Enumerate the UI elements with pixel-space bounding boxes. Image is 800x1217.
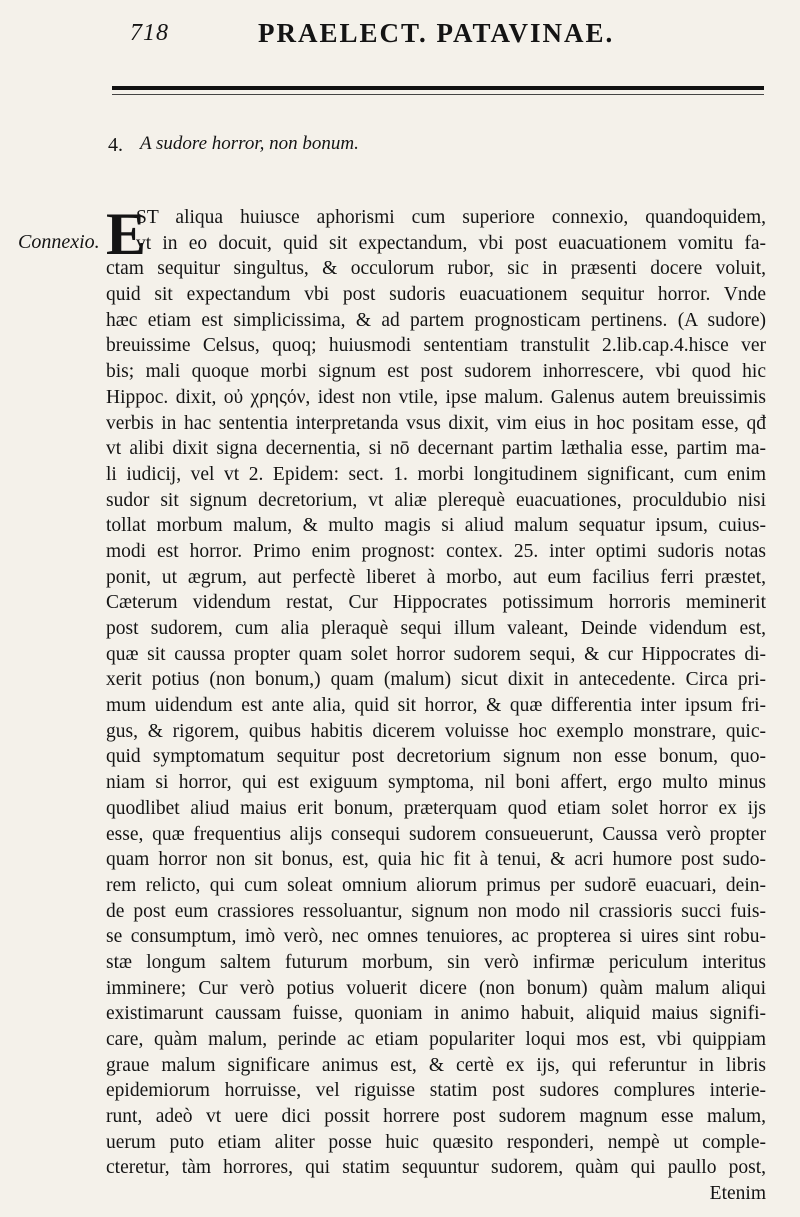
text-line: mum uidendum est ante alia, quid sit horror, & quæ differentia inter ipsum fri- — [106, 695, 766, 717]
margin-note: Connexio. — [18, 231, 100, 253]
text-line: quid symptomatum sequitur post decretorium signum non esse bonum, quo- — [106, 746, 766, 768]
page-header — [0, 18, 800, 58]
text-line: stæ longum saltem futurum morbum, sin verò infirmæ periculum interitus — [106, 951, 766, 973]
text-line: breuissime Celsus, quoq; huiusmodi sententiam transtulit 2.lib.cap.4.hisce ver — [106, 335, 766, 357]
text-line: existimarunt caussam fuisse, quoniam in animo habuit, aliquid maius signifi- — [106, 1003, 766, 1025]
text-line: ponit, ut ægrum, aut perfectè liberet à morbo, aut eum facilius ferri præstet, — [106, 566, 766, 588]
text-line: Etenim — [709, 1183, 766, 1205]
aphorism-title: A sudore horror, non bonum. — [140, 133, 359, 154]
page-number: 718 — [130, 20, 169, 46]
text-line: ctam sequitur singultus, & occulorum rubor, sic in præsenti docere voluit, — [106, 258, 766, 280]
text-line: epidemiorum horruisse, vel riguisse statim post sudores complures interie- — [106, 1080, 766, 1102]
text-line: graue malum significare animus est, & certè ex ijs, qui referuntur in libris — [106, 1054, 766, 1076]
text-line: modi est horror. Primo enim prognost: contex. 25. inter optimi sudoris notas — [106, 540, 766, 562]
text-line: Hippoc. dixit, οὐ χρηςόν, idest non vtile, ipse malum. Galenus autem breuissimis — [106, 386, 766, 408]
text-line: runt, adeò vt uere dici possit horrere post sudorem magnum esse malum, — [106, 1106, 766, 1128]
aphorism-number: 4. — [108, 134, 123, 156]
drop-cap: E — [106, 201, 147, 267]
text-line: vt in eo docuit, quid sit expectandum, vbi post euacuationem vomitu fa- — [136, 232, 766, 254]
text-line: sudor sit signum decretorium, vt aliæ plerequè euacuationes, proculdubio nisi — [106, 489, 766, 511]
text-line: xerit potius (non bonum,) quam (malum) sicut dixit in antecedente. Circa pri- — [106, 669, 766, 691]
text-line: quæ sit caussa propter quam solet horror sudorem sequi, & cur Hippocrates di- — [106, 643, 766, 665]
running-title: PRAELECT. PATAVINAE. — [258, 18, 615, 48]
text-line: cteretur, tàm horrores, qui statim sequuntur sudorem, quàm qui paullo post, — [106, 1157, 766, 1179]
text-line: verbis in hac sententia interpretanda vsus dixit, vim eius in hoc positam esse, qđ — [106, 412, 766, 434]
text-line: li iudicij, vel vt 2. Epidem: sect. 1. morbi longitudinem significant, cum enim — [106, 463, 766, 485]
text-line: quid sit expectandum vbi post sudoris euacuationem sequitur horror. Vnde — [106, 284, 766, 306]
commentary-text — [106, 201, 766, 1207]
text-line: bis; mali quoque morbi signum est post sudorem inhorrescere, vbi quod hic — [106, 361, 766, 383]
header-rule-thin — [112, 94, 764, 95]
text-line: uerum puto etiam aliter posse huic quæsito responderi, nempè ut comple- — [106, 1131, 766, 1153]
text-line: quodlibet aliud maius erit bonum, præterquam quod etiam solet horror ex ijs — [106, 797, 766, 819]
text-line: Cæterum videndum restat, Cur Hippocrates potissimum horroris meminerit — [106, 592, 766, 614]
text-line: imminere; Cur verò potius voluerit dicere (non bonum) quàm malum aliqui — [106, 977, 766, 999]
text-line: rem relicto, qui cum soleat omnium aliorum primus per sudorē euacuari, dein- — [106, 874, 766, 896]
text-line: tollat morbum malum, & multo magis si aliud malum sequatur ipsum, cuius- — [106, 515, 766, 537]
text-line: quam horror non sit bonus, est, quia hic fit à tenui, & acri humore post sudo- — [106, 849, 766, 871]
text-line: esse, quæ frequentius alijs consequi sudorem consueuerunt, Caussa verò propter — [106, 823, 766, 845]
header-rule — [112, 86, 764, 90]
text-line: care, quàm malum, perinde ac etiam populariter loqui mos est, vbi quippiam — [106, 1029, 766, 1050]
text-line: gus, & rigorem, quibus habitis dicerem voluisse hoc exemplo monstrare, quic- — [106, 720, 766, 742]
text-line: hæc etiam est simplicissima, & ad partem prognosticam pertinens. (A sudore) — [106, 309, 766, 331]
text-line: ST aliqua huiusce aphorismi cum superiore connexio, quandoquidem, — [136, 207, 766, 228]
text-line: vt alibi dixit signa decernentia, si nō decernant partim læthalia esse, partim ma- — [106, 438, 766, 460]
text-line: post sudorem, cum alia pleraquè sequi illum valeant, Deinde videndum est, — [106, 618, 766, 639]
text-line: de post eum crassiores ressoluantur, signum non modo nil crassioris succi fuis- — [106, 900, 766, 922]
text-line: se consumptum, imò verò, nec omnes tenuiores, ac propterea si uires sint robu- — [106, 926, 766, 948]
text-line: niam si horror, qui est exiguum symptoma, nil boni affert, ergo multo minus — [106, 772, 766, 794]
